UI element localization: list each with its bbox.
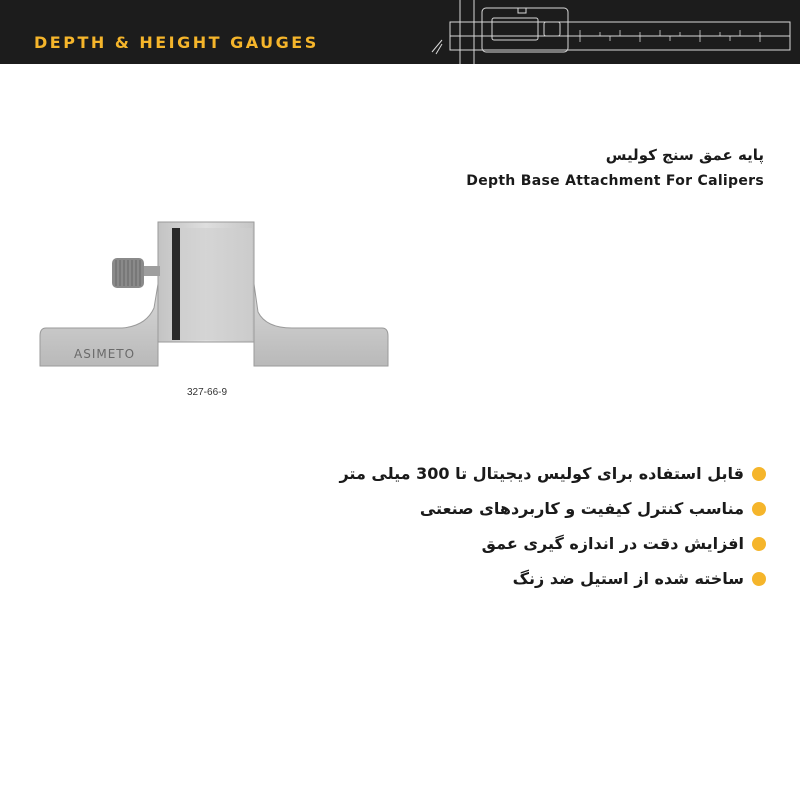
header-title: DEPTH & HEIGHT GAUGES	[34, 33, 319, 52]
bullet-icon	[752, 572, 766, 586]
digital-caliper-icon	[430, 0, 800, 64]
bullet-icon	[752, 537, 766, 551]
list-item	[296, 460, 766, 487]
bullet-icon	[752, 467, 766, 481]
feature-text: ساخته شده از استیل ضد زنگ	[512, 569, 744, 588]
list-item	[296, 530, 766, 557]
feature-text: مناسب کنترل کیفیت و کاربردهای صنعتی	[419, 499, 744, 518]
brand-engraving: ASIMETO	[74, 347, 136, 361]
list-item	[296, 495, 766, 522]
list-item	[296, 565, 766, 592]
bullet-icon	[752, 502, 766, 516]
feature-text: افزایش دقت در اندازه گیری عمق	[481, 534, 744, 553]
feature-text: قابل استفاده برای کولیس دیجیتال تا 300 میلی متر	[339, 464, 744, 483]
product-title-en: Depth Base Attachment For Calipers	[466, 173, 764, 189]
header-banner	[0, 0, 800, 64]
depth-base-image	[30, 212, 410, 382]
part-number: 327-66-9	[187, 387, 228, 398]
feature-list	[296, 460, 766, 600]
product-title-fa: پایه عمق سنج کولیس	[605, 146, 764, 164]
